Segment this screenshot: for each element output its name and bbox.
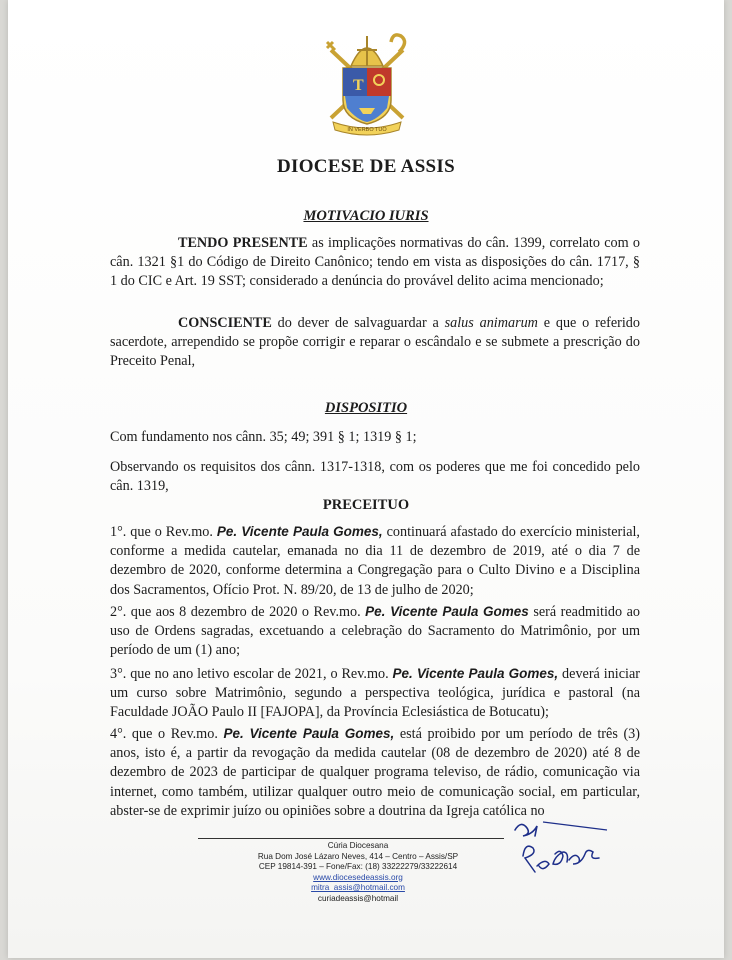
priest-name: Pe. Vicente Paula Gomes [365, 604, 529, 619]
motivacio-paragraph-2 [110, 314, 640, 372]
dispositio-paragraph-1 [110, 428, 640, 447]
preceituo-heading: PRECEITUO [322, 497, 410, 513]
footer-street: Rua Dom José Lázaro Neves, 414 – Centro – Assis/SP [257, 851, 459, 861]
preceituo-item-1 [110, 522, 640, 600]
footer-email-2: curiadeassis@hotmail [317, 893, 399, 903]
priest-name: Pe. Vicente Paula Gomes, [216, 524, 383, 539]
preceituo-item-4 [110, 724, 640, 821]
footer-phone: CEP 19814-391 – Fone/Fax: (18) 33222279/33222614 [258, 862, 458, 871]
item-2-prefix: 2°. que aos 8 dezembro de 2020 o Rev.mo. [110, 604, 366, 620]
dispositio-p1-text: Com fundamento nos cânn. 35; 49; 391 § 1; 1319 § 1; [110, 429, 417, 445]
motivacio-p1-text: as implicações normativas do cân. 1399, correlato com o cân. 1321 §1 do Código de Direito Canônico; tendo em vista as disposições do cân. 1717, § 1 do CIC e Art. 19 SST; considerado a denúncia do provável delito acima mencionado; [110, 235, 640, 290]
item-3-prefix: 3°. que no ano letivo escolar de 2021, o Rev.mo. [110, 666, 393, 682]
item-2-text: será readmitido ao uso de Ordens sagradas, excetuando a celebração do Sacramento do Matrimônio, por um período de um (1) ano; [110, 604, 640, 659]
consciente-label: CONSCIENTE [178, 315, 272, 331]
priest-name: Pe. Vicente Paula Gomes, [392, 666, 559, 681]
dispositio-heading: DISPOSITIO [324, 400, 408, 416]
diocese-coat-of-arms-icon [313, 30, 421, 138]
svg-text:T: T [353, 77, 364, 94]
salus-animarum-term: salus animarum [444, 315, 538, 331]
preceituo-item-3 [110, 664, 640, 723]
preceituo-item-2 [110, 602, 640, 661]
motivacio-paragraph-1 [110, 234, 640, 292]
tendo-presente-label: TENDO PRESENTE [178, 235, 308, 251]
motivacio-heading: MOTIVACIO IURIS [303, 208, 429, 224]
footer-divider [198, 838, 504, 839]
item-1-text: continuará afastado do exercício ministerial, conforme a medida cautelar, emanada no dia 11 de dezembro de 2019, até o dia 7 de dezembro de 2020, conforme determina a Congregação para o Culto Divino e a Disciplina dos Sacramentos, Ofício Prot. N. 89/20, de 13 de julho de 2020; [110, 524, 640, 598]
item-3-text: deverá iniciar um curso sobre Matrimônio, segundo a perspectiva teológica, jurídica e pastoral (na Faculdade JOÃO Paulo II [FAJOPA], da Província Eclesiástica de Botucatu); [110, 666, 640, 721]
seal-motto: IN VERBO TUO [347, 127, 387, 133]
priest-name: Pe. Vicente Paula Gomes, [223, 726, 395, 741]
item-1-prefix: 1°. que o Rev.mo. [110, 524, 217, 540]
item-4-text: está proibido por um período de três (3) anos, isto é, a partir da revogação da medida cautelar (08 de dezembro de 2020) até 8 de dezembro de 2023 de participar de qualquer programa televiso, de rádio, comunicação via internet, como também, utilizar qualquer outro meio de comunicação social, em particular, abster-se de exprimir juízo ou opiniões sobre a doutrina da Igreja católica no [110, 726, 640, 819]
footer-address [208, 841, 508, 904]
dispositio-paragraph-2 [110, 458, 640, 496]
footer-email-link[interactable]: mitra_assis@hotmail.com [311, 883, 405, 892]
handwritten-signature [503, 808, 613, 888]
document-page [8, 0, 724, 958]
footer-website-link[interactable]: www.diocesedeassis.org [313, 872, 403, 882]
dispositio-p2-text: Observando os requisitos dos cânn. 1317-1318, com os poderes que me foi concedido pelo cân. 1319, [110, 459, 640, 495]
page-title: DIOCESE DE ASSIS [277, 156, 455, 177]
motivacio-p2-text-a: do dever de salvaguardar a [271, 315, 445, 331]
motivacio-p2-text-b: e que o referido sacerdote, arrependido se propõe corrigir e reparar o escândalo e se submete a prescrição do Preceito Penal, [110, 315, 640, 370]
footer-curia: Cúria Diocesana [327, 841, 389, 850]
item-4-prefix: 4°. que o Rev.mo. [110, 726, 224, 742]
